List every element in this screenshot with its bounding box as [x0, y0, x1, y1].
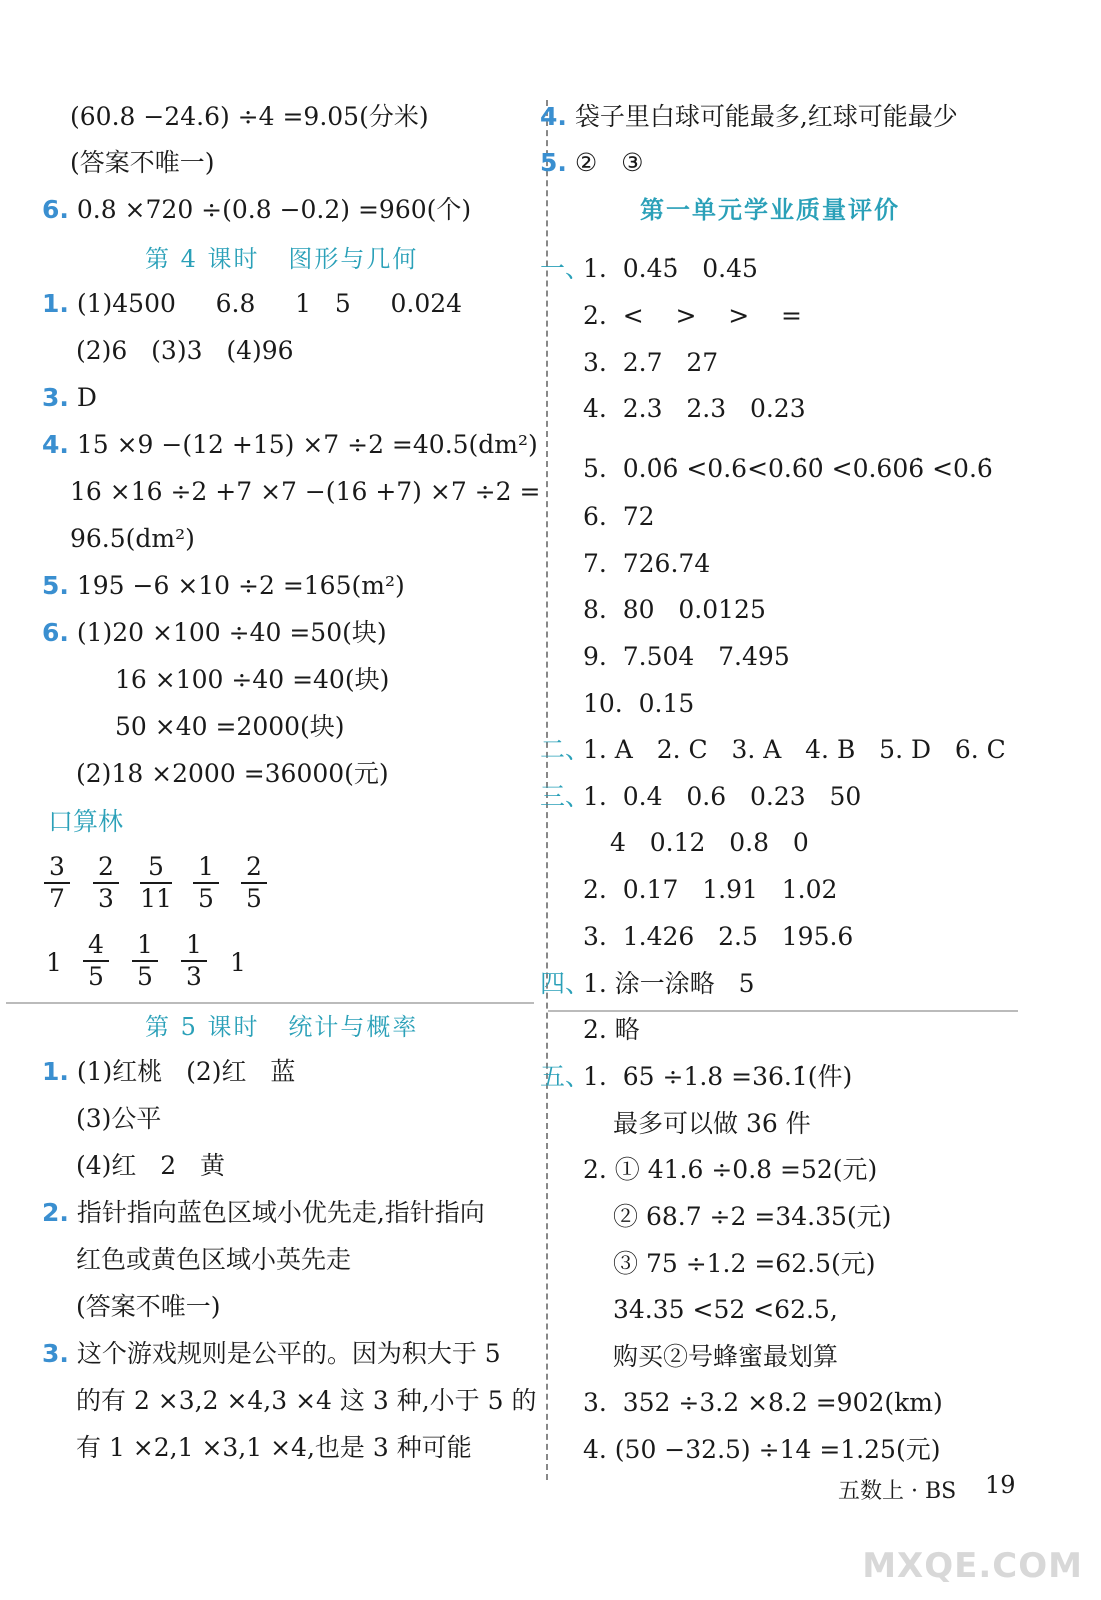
whole-number: 1	[46, 948, 62, 977]
q-number: 5.	[42, 571, 69, 600]
denominator: 7	[49, 884, 65, 913]
left-q6-prev	[42, 193, 471, 227]
q-number: 6.	[42, 195, 69, 224]
stat-answer-3b: 的有 2 ×3,2 ×4,3 ×4 这 3 种,小于 5 的	[76, 1386, 537, 1415]
denominator: 11	[140, 884, 172, 913]
answer-5	[42, 569, 405, 603]
part1-answer-3: 3. 2.7 27	[583, 348, 719, 377]
part1-answer-8: 8. 80 0.0125	[583, 595, 766, 624]
stat-answer-2b: 红色或黄色区域小英先走	[76, 1245, 352, 1274]
part5-answer-2b: ② 68.7 ÷2 =34.35(元)	[613, 1202, 892, 1231]
part-label-4: 四、	[540, 969, 591, 998]
part5-answer-1b: 最多可以做 36 件	[613, 1109, 811, 1138]
q-number: 1.	[42, 289, 69, 318]
part-label-2: 二、	[540, 735, 591, 764]
part3-answer-3: 3. 1.426 2.5 195.6	[583, 922, 854, 951]
denominator: 5	[137, 962, 153, 991]
unit-assessment-title: 第一单元学业质量评价	[640, 195, 900, 224]
part1-answer-1: 1. 0.4̇5̇ 0.45	[583, 254, 758, 283]
answer-1	[42, 287, 462, 321]
q-text: 15 ×9 −(12 +15) ×7 ÷2 =40.5(dm²)	[68, 430, 538, 459]
q-number: 3.	[42, 1339, 69, 1368]
stat-answer-2c: (答案不唯一)	[76, 1292, 221, 1321]
section-divider	[6, 1002, 534, 1004]
part3-answer-1b: 4 0.12 0.8 0	[610, 828, 809, 857]
q-text: 195 −6 ×10 ÷2 =165(m²)	[68, 571, 405, 600]
q-text: (1)20 ×100 ÷40 =50(块)	[68, 618, 387, 647]
answer-4b: 16 ×16 ÷2 +7 ×7 −(16 +7) ×7 ÷2 =	[70, 477, 541, 506]
q-text: (1)4500 6.8 1 5 0.024	[68, 289, 463, 318]
numerator: 1	[137, 930, 153, 959]
numerator: 5	[148, 852, 164, 881]
numerator: 1	[198, 852, 214, 881]
numerator: 1	[186, 930, 202, 959]
fraction	[93, 853, 119, 913]
right-answer-4	[540, 100, 958, 134]
denominator: 5	[246, 884, 262, 913]
part3-answer-1: 1. 0.4 0.6 0.23 50	[583, 782, 862, 811]
part1-answer-9: 9. 7.504 7.495	[583, 642, 790, 671]
part1-answer-6: 6. 72	[583, 502, 655, 531]
answer-6b: 16 ×100 ÷40 =40(块)	[115, 665, 390, 694]
part4-answer-2: 2. 略	[583, 1015, 640, 1044]
q-number: 3.	[42, 383, 69, 412]
part5-answer-2: 2. ① 41.6 ÷0.8 =52(元)	[583, 1155, 878, 1184]
fraction	[140, 853, 172, 913]
denominator: 3	[98, 884, 114, 913]
fraction	[193, 853, 219, 913]
section-divider	[548, 1010, 1018, 1012]
part5-answer-4: 4. (50 −32.5) ÷14 =1.25(元)	[583, 1435, 941, 1464]
stat-answer-3	[42, 1337, 501, 1371]
answer-6d: (2)18 ×2000 =36000(元)	[76, 759, 389, 788]
section-title-4: 第 4 课时 图形与几何	[145, 245, 419, 273]
q-text: 这个游戏规则是公平的。因为积大于 5	[68, 1339, 501, 1368]
part-label-1: 一、	[540, 254, 591, 283]
stat-answer-1	[42, 1055, 295, 1089]
left-line-1: (60.8 −24.6) ÷4 =9.05(分米)	[70, 102, 429, 131]
part5-answer-2c: ③ 75 ÷1.2 =62.5(元)	[613, 1249, 876, 1278]
q-text: 指针指向蓝色区域小优先走,指针指向	[68, 1198, 485, 1227]
q-text: 袋子里白球可能最多,红球可能最少	[566, 102, 958, 131]
part3-answer-2: 2. 0.17 1.91 1.02	[583, 875, 838, 904]
book-label: 五数上 · BS	[838, 1479, 957, 1504]
whole-number: 1	[230, 948, 246, 977]
part5-answer-1: 1. 65 ÷1.8 =36.1̇(件)	[583, 1062, 853, 1091]
stat-answer-2	[42, 1196, 485, 1230]
fraction	[241, 853, 267, 913]
answer-6	[42, 616, 387, 650]
q-text: D	[68, 383, 97, 412]
fraction	[44, 853, 70, 913]
part1-answer-10: 10. 0.15	[583, 689, 695, 718]
part5-answer-2e: 购买②号蜂蜜最划算	[613, 1342, 839, 1371]
stat-answer-3c: 有 1 ×2,1 ×3,1 ×4,也是 3 种可能	[76, 1433, 472, 1462]
section-title-5: 第 5 课时 统计与概率	[145, 1013, 419, 1041]
q-number: 6.	[42, 618, 69, 647]
fraction	[83, 931, 109, 991]
fraction	[181, 931, 207, 991]
part-label-3: 三、	[540, 782, 591, 811]
part-label-5: 五、	[540, 1062, 591, 1091]
denominator: 3	[186, 962, 202, 991]
numerator: 2	[98, 852, 114, 881]
part1-answer-7: 7. 726.74	[583, 549, 711, 578]
answer-6c: 50 ×40 =2000(块)	[115, 712, 345, 741]
numerator: 2	[246, 852, 262, 881]
right-answer-5	[540, 146, 644, 180]
stat-answer-1c: (4)红 2 黄	[76, 1151, 225, 1180]
numerator: 4	[88, 930, 104, 959]
q-number: 4.	[42, 430, 69, 459]
numerator: 3	[49, 852, 65, 881]
q-number: 2.	[42, 1198, 69, 1227]
fraction	[132, 931, 158, 991]
kousuan-heading: 口算林	[48, 807, 124, 836]
answer-4	[42, 428, 538, 462]
part5-answer-2d: 34.35 <52 <62.5,	[613, 1295, 838, 1324]
part1-answer-4: 4. 2.3 2.3 0.23	[583, 394, 806, 423]
left-line-2: (答案不唯一)	[70, 148, 215, 177]
q-number: 5.	[540, 148, 567, 177]
q-text: ② ③	[566, 148, 644, 177]
answer-4c: 96.5(dm²)	[70, 524, 195, 553]
stat-answer-1b: (3)公平	[76, 1104, 162, 1133]
q-number: 4.	[540, 102, 567, 131]
q-number: 1.	[42, 1057, 69, 1086]
part4-answer-1: 1. 涂一涂略 5	[583, 969, 755, 998]
denominator: 5	[88, 962, 104, 991]
part2-answers: 1. A 2. C 3. A 4. B 5. D 6. C	[583, 735, 1006, 764]
part5-answer-3: 3. 352 ÷3.2 ×8.2 =902(km)	[583, 1388, 943, 1417]
q-text: (1)红桃 (2)红 蓝	[68, 1057, 296, 1086]
page-number: 19	[985, 1471, 1016, 1499]
answer-3	[42, 381, 97, 415]
q-text: 0.8 ×720 ÷(0.8 −0.2) =960(个)	[68, 195, 472, 224]
denominator: 5	[198, 884, 214, 913]
part1-answer-2: 2. < > > =	[583, 301, 802, 330]
part1-answer-5: 5. 0.0̇6̇ <0.6<0.6̇0̇ <0.606̇ <0.6̇	[583, 454, 993, 483]
answer-1b: (2)6 (3)3 (4)96	[76, 336, 294, 365]
watermark: MXQE.COM	[862, 1546, 1083, 1586]
